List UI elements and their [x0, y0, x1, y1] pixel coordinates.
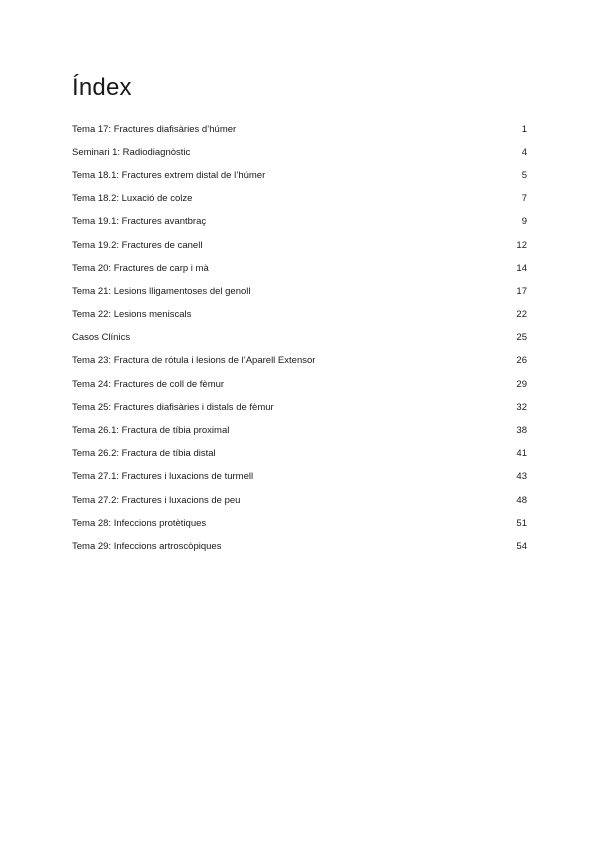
- toc-entry[interactable]: [72, 466, 528, 489]
- toc-entry[interactable]: [72, 257, 528, 280]
- toc-entry-label: Tema 27.1: Fractures i luxacions de turmell: [72, 471, 254, 483]
- toc-entry-page: 26: [516, 355, 527, 367]
- toc-entry-page: 4: [521, 146, 527, 158]
- toc-entry[interactable]: [72, 350, 528, 373]
- toc-entry-page: 25: [516, 332, 527, 344]
- toc-entry-label: Tema 29: Infeccions artroscòpiques: [72, 540, 222, 552]
- toc-entry[interactable]: [72, 141, 528, 164]
- toc-entry-page: 7: [521, 193, 527, 205]
- toc-entry[interactable]: [72, 443, 528, 466]
- toc-entry-page: 29: [516, 378, 527, 390]
- toc-entry-page: 51: [516, 517, 527, 529]
- table-of-contents: [72, 118, 528, 559]
- toc-entry-label: Tema 27.2: Fractures i luxacions de peu: [72, 494, 241, 506]
- toc-entry-page: 9: [521, 216, 527, 228]
- toc-entry[interactable]: [72, 234, 528, 257]
- toc-entry-label: Seminari 1: Radiodiagnòstic: [72, 146, 191, 158]
- toc-entry[interactable]: [72, 304, 528, 327]
- toc-entry-label: Tema 20: Fractures de carp i mà: [72, 262, 209, 274]
- toc-entry-label: Casos Clínics: [72, 332, 131, 344]
- toc-entry-label: Tema 28: Infeccions protètiques: [72, 517, 207, 529]
- toc-entry[interactable]: [72, 280, 528, 303]
- toc-entry-page: 54: [516, 540, 527, 552]
- toc-entry-label: Tema 22: Lesions meniscals: [72, 309, 192, 321]
- toc-entry[interactable]: [72, 188, 528, 211]
- toc-entry[interactable]: [72, 327, 528, 350]
- toc-entry-page: 38: [516, 425, 527, 437]
- toc-entry-page: 1: [521, 123, 527, 135]
- toc-entry-label: Tema 24: Fractures de coll de fèmur: [72, 378, 225, 390]
- toc-entry-label: Tema 19.1: Fractures avantbraç: [72, 216, 207, 228]
- toc-entry-page: 43: [516, 471, 527, 483]
- toc-entry-page: 32: [516, 401, 527, 413]
- toc-entry[interactable]: [72, 118, 528, 141]
- toc-entry[interactable]: [72, 211, 528, 234]
- toc-entry-label: Tema 25: Fractures diafisàries i distals de fèmur: [72, 401, 274, 413]
- toc-entry[interactable]: [72, 164, 528, 187]
- toc-entry-label: Tema 26.2: Fractura de tíbia distal: [72, 448, 216, 460]
- toc-entry[interactable]: [72, 396, 528, 419]
- toc-entry[interactable]: [72, 489, 528, 512]
- toc-entry-page: 14: [516, 262, 527, 274]
- toc-entry[interactable]: [72, 535, 528, 558]
- toc-entry-page: 48: [516, 494, 527, 506]
- toc-entry-page: 41: [516, 448, 527, 460]
- toc-entry-label: Tema 26.1: Fractura de tíbia proximal: [72, 425, 230, 437]
- toc-entry-label: Tema 18.2: Luxació de colze: [72, 193, 193, 205]
- toc-entry-page: 5: [521, 169, 527, 181]
- toc-entry-label: Tema 19.2: Fractures de canell: [72, 239, 203, 251]
- toc-entry-page: 12: [516, 239, 527, 251]
- toc-entry-label: Tema 23: Fractura de rótula i lesions de l’Aparell Extensor: [72, 355, 316, 367]
- toc-entry[interactable]: [72, 512, 528, 535]
- toc-entry-page: 17: [516, 285, 527, 297]
- index-title: Índex: [72, 74, 132, 101]
- toc-entry-label: Tema 21: Lesions lligamentoses del genoll: [72, 285, 251, 297]
- toc-entry-page: 22: [516, 309, 527, 321]
- toc-entry-label: Tema 18.1: Fractures extrem distal de l’húmer: [72, 169, 266, 181]
- toc-entry[interactable]: [72, 373, 528, 396]
- toc-entry[interactable]: [72, 419, 528, 442]
- toc-entry-label: Tema 17: Fractures diafisàries d’húmer: [72, 123, 237, 135]
